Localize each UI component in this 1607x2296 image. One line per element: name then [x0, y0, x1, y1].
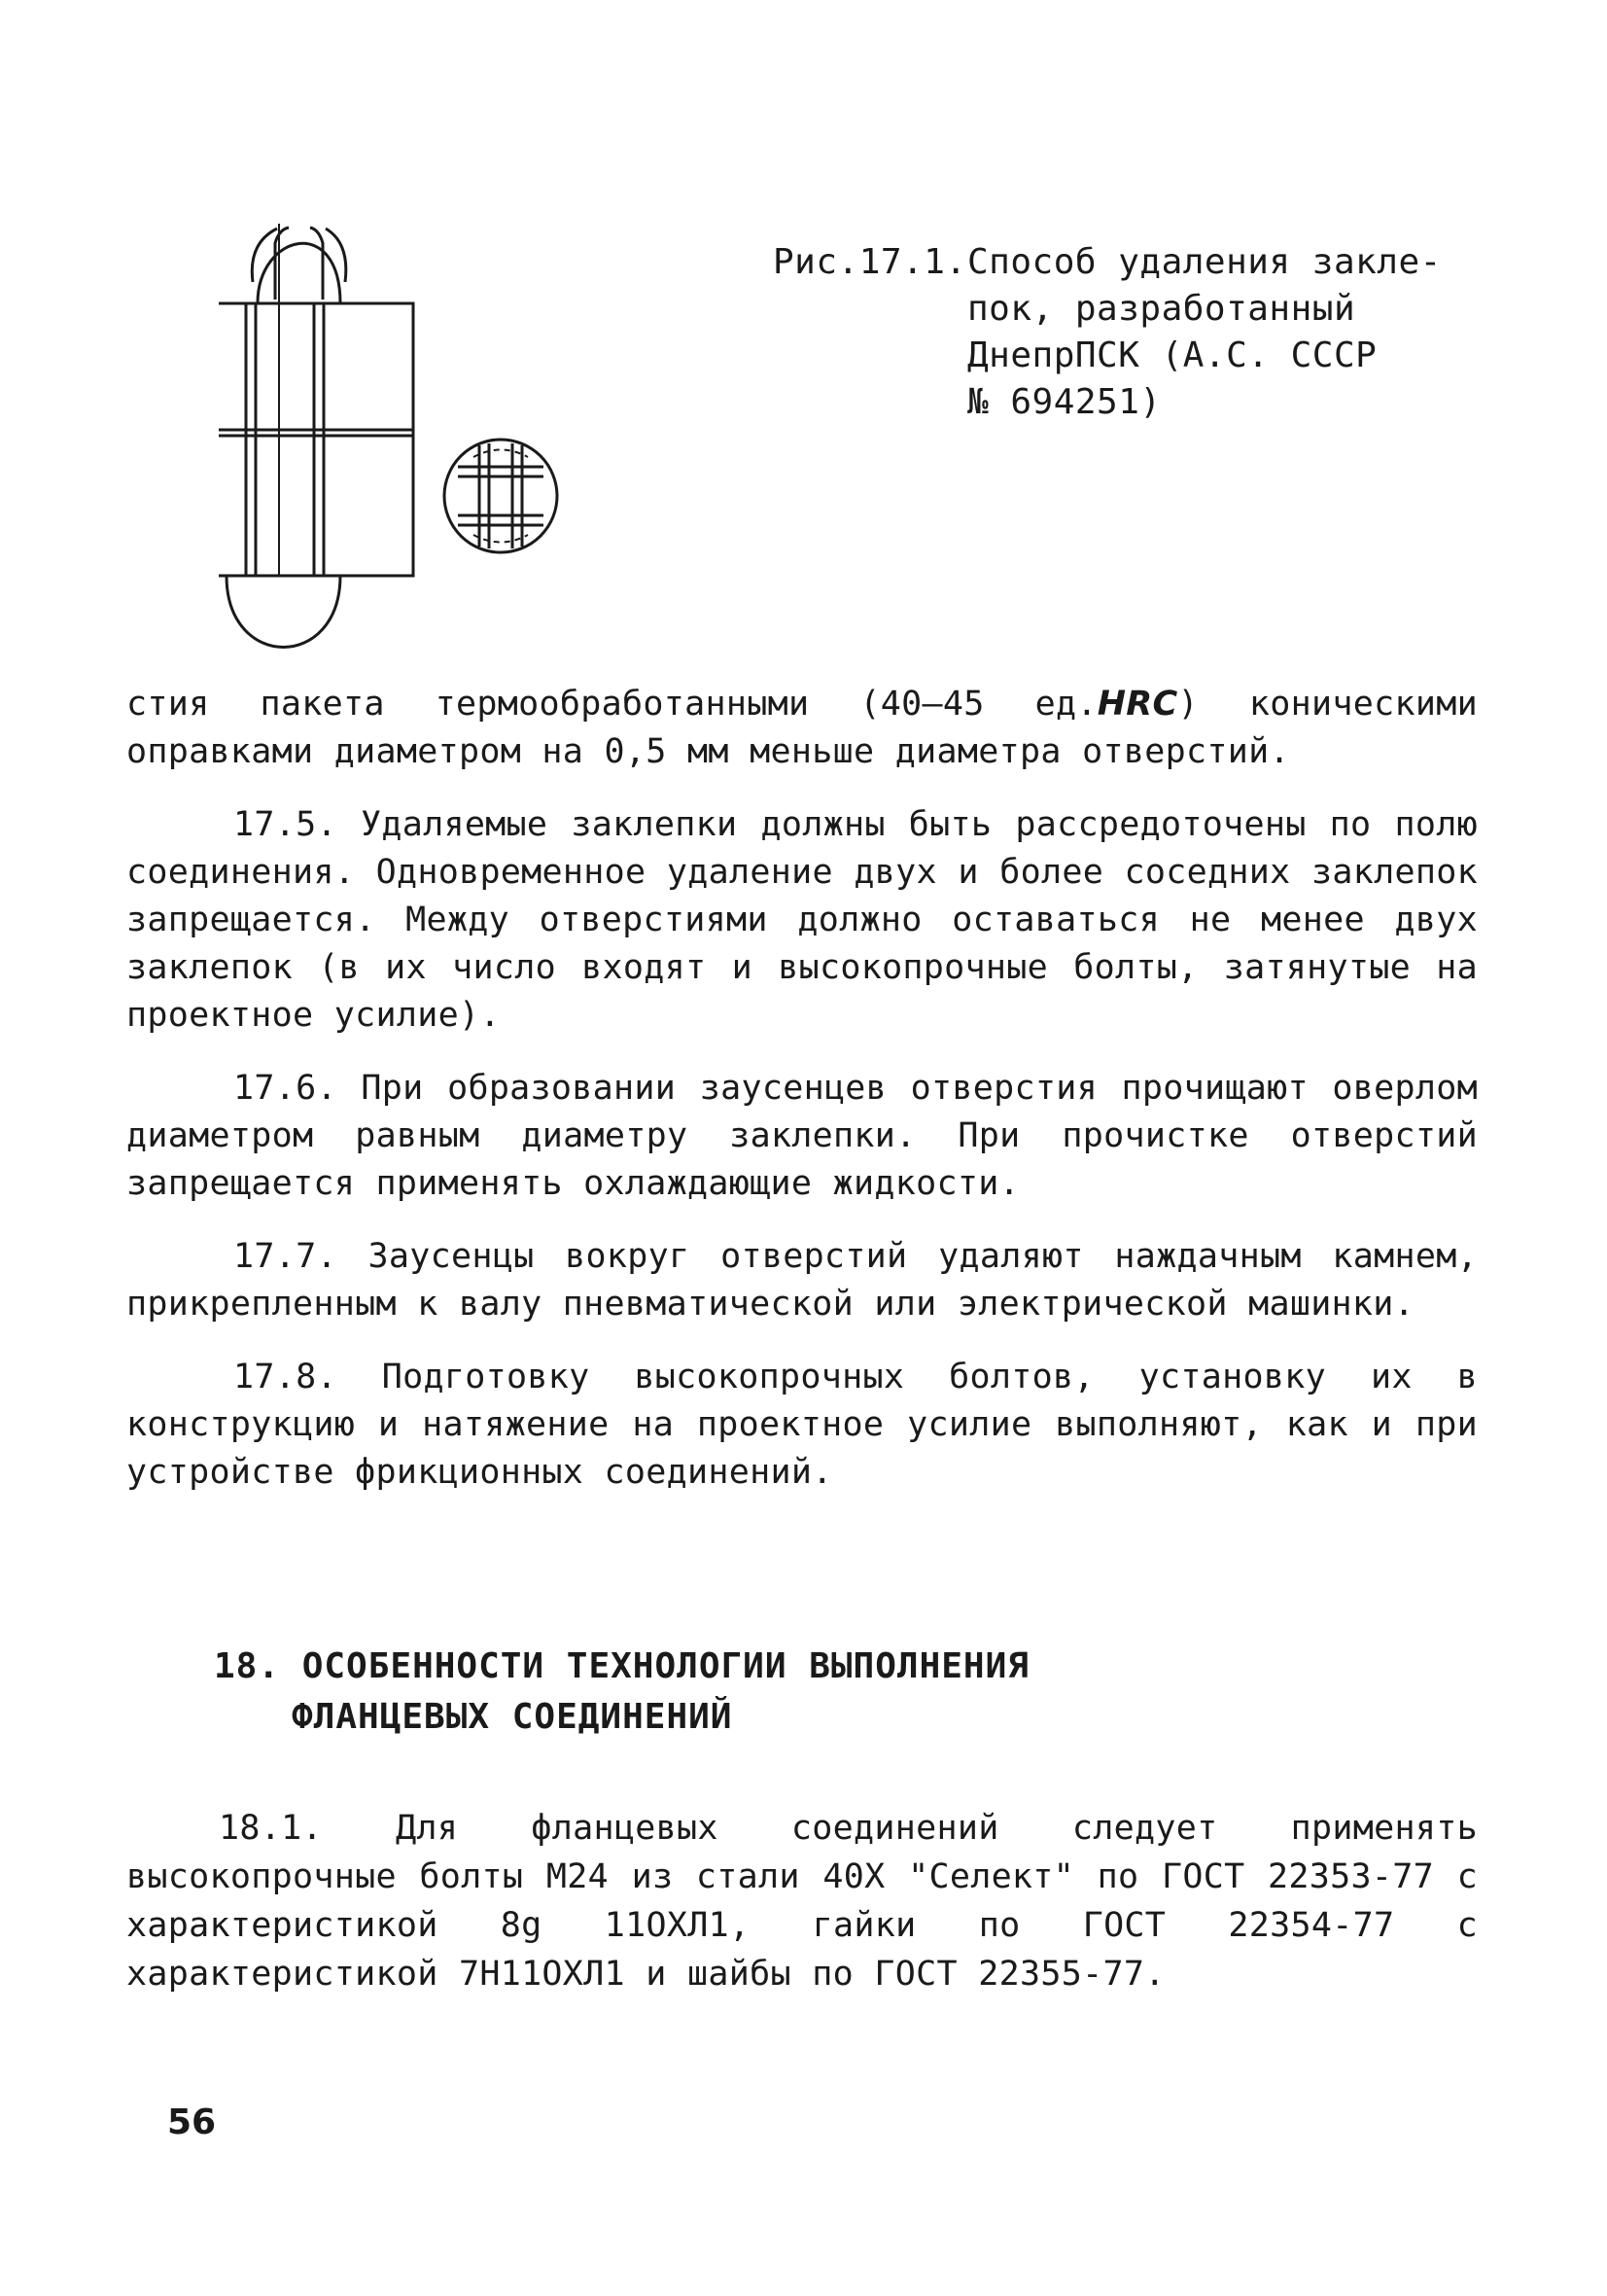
section-heading [214, 1642, 1380, 1743]
caption-line-4: № 694251) [967, 382, 1162, 422]
paragraph-17-8: 17.8. Подготовку высокопрочных болтов, установку их в конструкцию и натяжение на проектное усилие выполняют, как и при устройстве фрикционных соединений. [126, 1358, 1478, 1492]
rivet-head-section [444, 440, 557, 552]
section-body [126, 1804, 1478, 1998]
paragraph-17-7: 17.7. Заусенцы вокруг отверстий удаляют наждачным камнем, прикрепленным к валу пневматической или электрической машинки. [126, 1237, 1478, 1324]
caption-line-2: пок, разработанный [967, 289, 1356, 329]
caption-line-3: ДнепрПСК (А.С. СССР [967, 336, 1378, 375]
page-number: 56 [167, 2102, 217, 2142]
plate-stack [219, 303, 413, 576]
body-text [126, 681, 1478, 1522]
paragraph-17-6: 17.6. При образовании заусенцев отверстия прочищают оверлом диаметром равным диаметру заклепки. При прочистке отверстий запрещается применять охлаждающие жидкости. [126, 1069, 1478, 1203]
section-heading-line-1: 18. ОСОБЕННОСТИ ТЕХНОЛОГИИ ВЫПОЛНЕНИЯ [214, 1646, 1030, 1686]
hardness-unit: HRC [1097, 685, 1178, 724]
paragraph-17-5: 17.5. Удаляемые заклепки должны быть рассредоточены по полю соединения. Одновременное удаление двух и более соседних заклепок запрещается. Между отверстиями должно оставаться не менее двух заклепок (в их число входят и высокопрочные болты, затянутые на проектное усилие). [126, 805, 1478, 1035]
paragraph-continued-text-b: ) коническими оправками диаметром на 0,5 мм меньше диаметра отверстий. [126, 685, 1478, 771]
paragraph-18-1: 18.1. Для фланцевых соединений следует применять высокопрочные болты М24 из стали 40Х "Селект" по ГОСТ 22353-77 с характеристикой 8g 11ОХЛ1, гайки по ГОСТ 22354-77 с характеристикой 7Н11ОХЛ1 и шайбы по ГОСТ 22355-77. [126, 1809, 1478, 1994]
section-heading-line-2: ФЛАНЦЕВЫХ СОЕДИНЕНИЙ [292, 1697, 733, 1737]
paragraph-continued-text-a: стия пакета термообработанными (40–45 ед. [126, 685, 1098, 724]
paragraph-continued [126, 681, 1478, 776]
caption-line-1: Способ удаления закле- [967, 242, 1442, 282]
figure-caption [773, 239, 1453, 426]
figure-number: Рис.17.1. [773, 242, 967, 282]
